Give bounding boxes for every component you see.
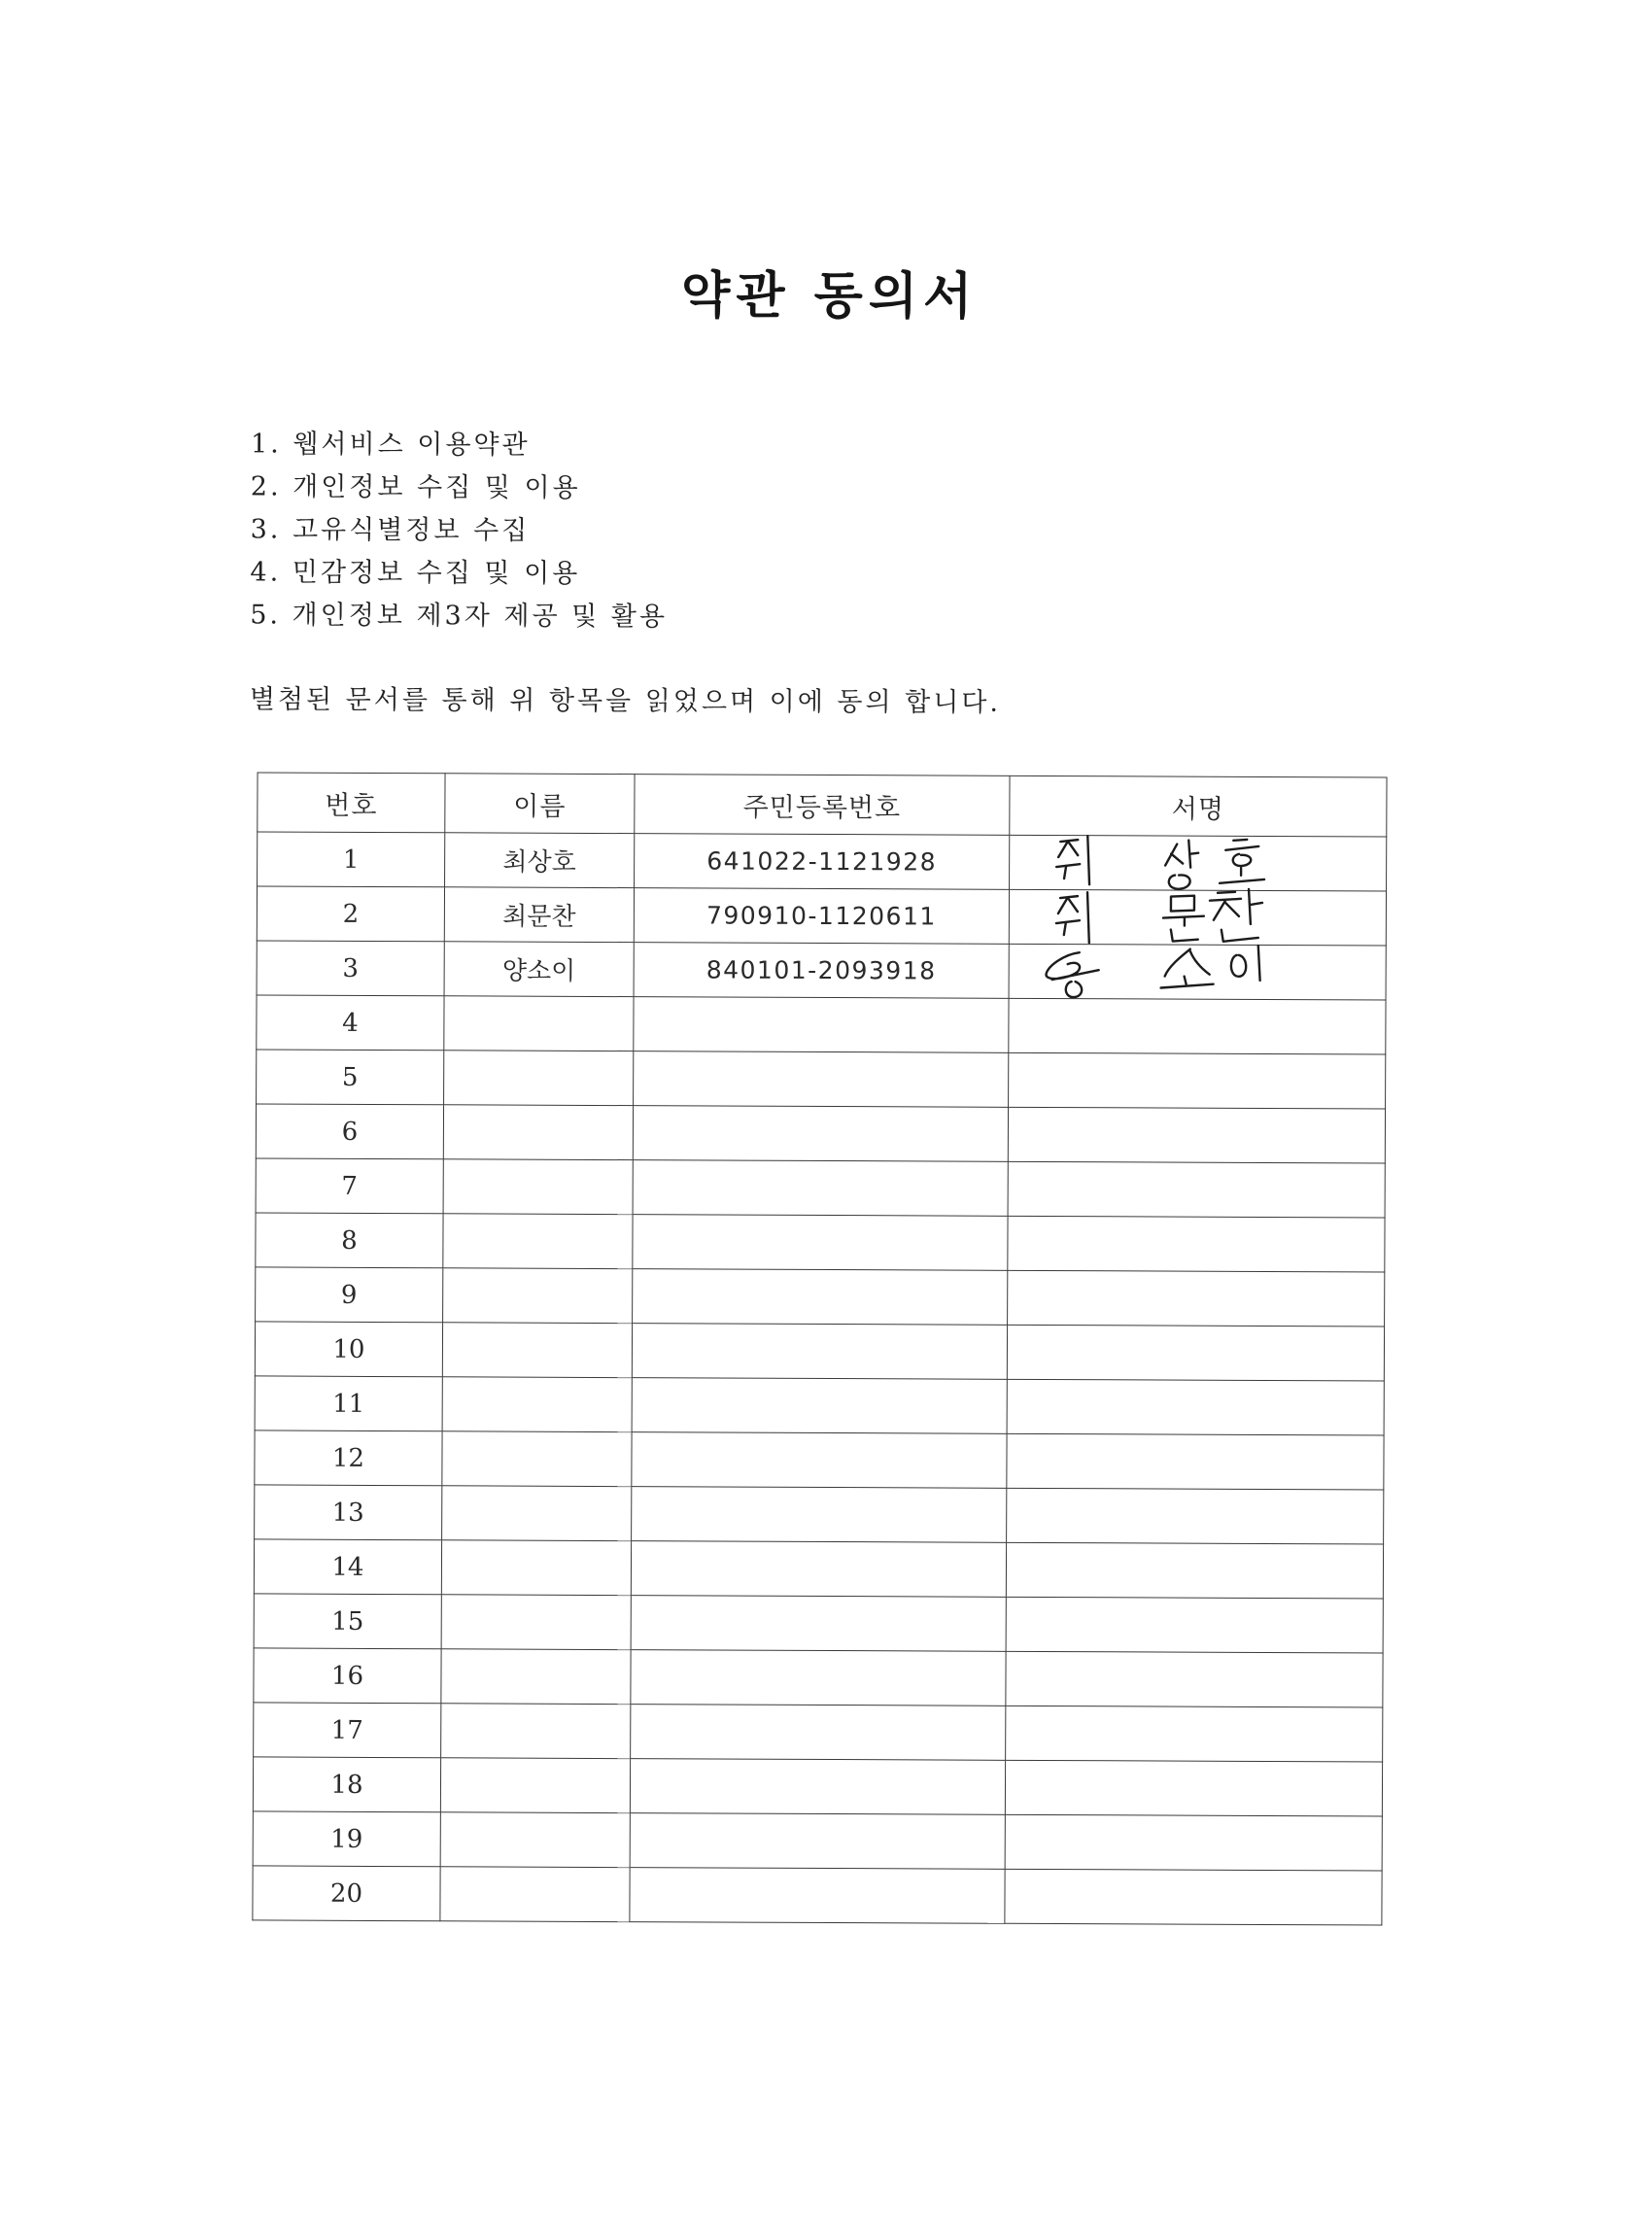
document-title: 약관 동의서 [680, 266, 979, 327]
row-signature [1009, 998, 1386, 1054]
row-number: 13 [255, 1485, 442, 1540]
row-signature [1006, 1706, 1383, 1762]
row-name [441, 1595, 631, 1650]
row-signature [1008, 1161, 1385, 1218]
row-number: 1 [258, 832, 445, 887]
row-name [443, 1105, 633, 1160]
table-row [257, 941, 1386, 1000]
row-name [441, 1649, 631, 1705]
row-signature [1007, 1379, 1384, 1435]
table-row [253, 1757, 1382, 1816]
row-number: 2 [257, 886, 444, 942]
table-header-row [258, 773, 1387, 837]
table-row [256, 1267, 1385, 1327]
row-name: 최상호 [445, 833, 635, 888]
terms-item: 1. 웹서비스 이용약관 [250, 429, 531, 461]
row-signature [1008, 1216, 1385, 1272]
row-rrn [632, 1378, 1007, 1434]
table-row [257, 995, 1386, 1054]
row-signature [1007, 1433, 1384, 1490]
row-number: 12 [255, 1430, 442, 1486]
table-row [253, 1866, 1382, 1925]
row-name [442, 1377, 632, 1432]
row-signature [1009, 944, 1386, 1000]
row-rrn [631, 1705, 1006, 1761]
row-number: 18 [253, 1757, 440, 1812]
row-name [444, 996, 634, 1051]
table-row [254, 1648, 1383, 1707]
row-rrn [631, 1541, 1006, 1598]
terms-item: 2. 개인정보 수집 및 이용 [250, 471, 581, 503]
row-name [440, 1812, 630, 1868]
row-rrn [634, 997, 1009, 1053]
table-row [255, 1322, 1384, 1381]
row-rrn [631, 1596, 1006, 1652]
header-rrn: 주민등록번호 [635, 775, 1010, 836]
row-name [441, 1540, 631, 1596]
row-rrn [630, 1813, 1005, 1870]
row-number: 4 [257, 995, 444, 1051]
row-signature [1007, 1325, 1384, 1381]
row-rrn [630, 1759, 1005, 1815]
terms-list [250, 423, 669, 638]
terms-item: 4. 민감정보 수집 및 이용 [250, 557, 581, 589]
row-name [444, 1051, 634, 1106]
row-name: 최문찬 [444, 887, 634, 943]
row-number: 20 [253, 1866, 440, 1921]
row-number: 19 [253, 1811, 440, 1867]
row-rrn [632, 1487, 1007, 1543]
row-number: 5 [257, 1050, 444, 1105]
table-row [254, 1594, 1383, 1653]
row-rrn [631, 1650, 1006, 1706]
row-number: 14 [254, 1539, 441, 1595]
row-name: 양소이 [444, 942, 634, 997]
table-row [254, 1539, 1383, 1599]
row-signature [1006, 1542, 1383, 1599]
row-name [442, 1486, 632, 1541]
row-name [440, 1758, 630, 1813]
row-rrn [633, 1160, 1008, 1217]
row-rrn [634, 1051, 1009, 1108]
table-row [256, 1213, 1385, 1272]
row-name [443, 1268, 633, 1324]
row-name [442, 1323, 632, 1378]
row-number: 17 [254, 1703, 441, 1758]
row-number: 8 [256, 1213, 443, 1268]
row-signature [1005, 1760, 1382, 1816]
header-signature: 서명 [1010, 775, 1387, 837]
header-number: 번호 [258, 773, 445, 833]
row-name [441, 1704, 631, 1759]
row-rrn: 790910-1120611 [634, 888, 1009, 945]
row-rrn [633, 1215, 1008, 1271]
row-signature [1005, 1814, 1382, 1871]
row-number: 3 [257, 941, 444, 996]
row-signature [1006, 1597, 1383, 1653]
table-row [254, 1703, 1383, 1762]
row-signature [1005, 1869, 1382, 1925]
row-rrn [633, 1269, 1008, 1326]
row-rrn [630, 1868, 1005, 1924]
row-number: 6 [256, 1104, 443, 1159]
row-signature [1008, 1270, 1385, 1327]
header-name: 이름 [445, 774, 635, 834]
row-rrn [632, 1324, 1007, 1380]
terms-item: 3. 고유식별정보 수집 [250, 514, 531, 546]
row-rrn: 840101-2093918 [634, 943, 1009, 999]
table-row [255, 1430, 1384, 1490]
row-number: 9 [256, 1267, 443, 1323]
row-number: 16 [254, 1648, 441, 1704]
table-row [256, 1158, 1385, 1218]
consent-statement: 별첨된 문서를 통해 위 항목을 읽었으며 이에 동의 합니다. [249, 684, 1002, 718]
table-row [257, 1050, 1386, 1109]
row-number: 10 [255, 1322, 442, 1377]
row-signature [1007, 1488, 1384, 1544]
terms-item: 5. 개인정보 제3자 제공 및 활용 [250, 600, 669, 633]
row-name [443, 1159, 633, 1215]
row-name [440, 1867, 630, 1922]
signature-table [252, 772, 1387, 1925]
row-name [442, 1431, 632, 1487]
row-signature [1009, 1052, 1386, 1109]
row-number: 7 [256, 1158, 443, 1214]
row-name [443, 1214, 633, 1269]
row-number: 15 [254, 1594, 441, 1649]
table-row [255, 1485, 1384, 1544]
row-signature [1008, 1107, 1385, 1163]
table-row [256, 1104, 1385, 1163]
row-rrn [633, 1106, 1008, 1162]
table-row [253, 1811, 1382, 1871]
handwritten-signature [1010, 937, 1387, 1009]
table-row [255, 1376, 1384, 1435]
row-rrn [632, 1432, 1007, 1489]
row-rrn: 641022-1121928 [635, 834, 1010, 890]
row-number: 11 [255, 1376, 442, 1431]
row-signature [1006, 1651, 1383, 1707]
